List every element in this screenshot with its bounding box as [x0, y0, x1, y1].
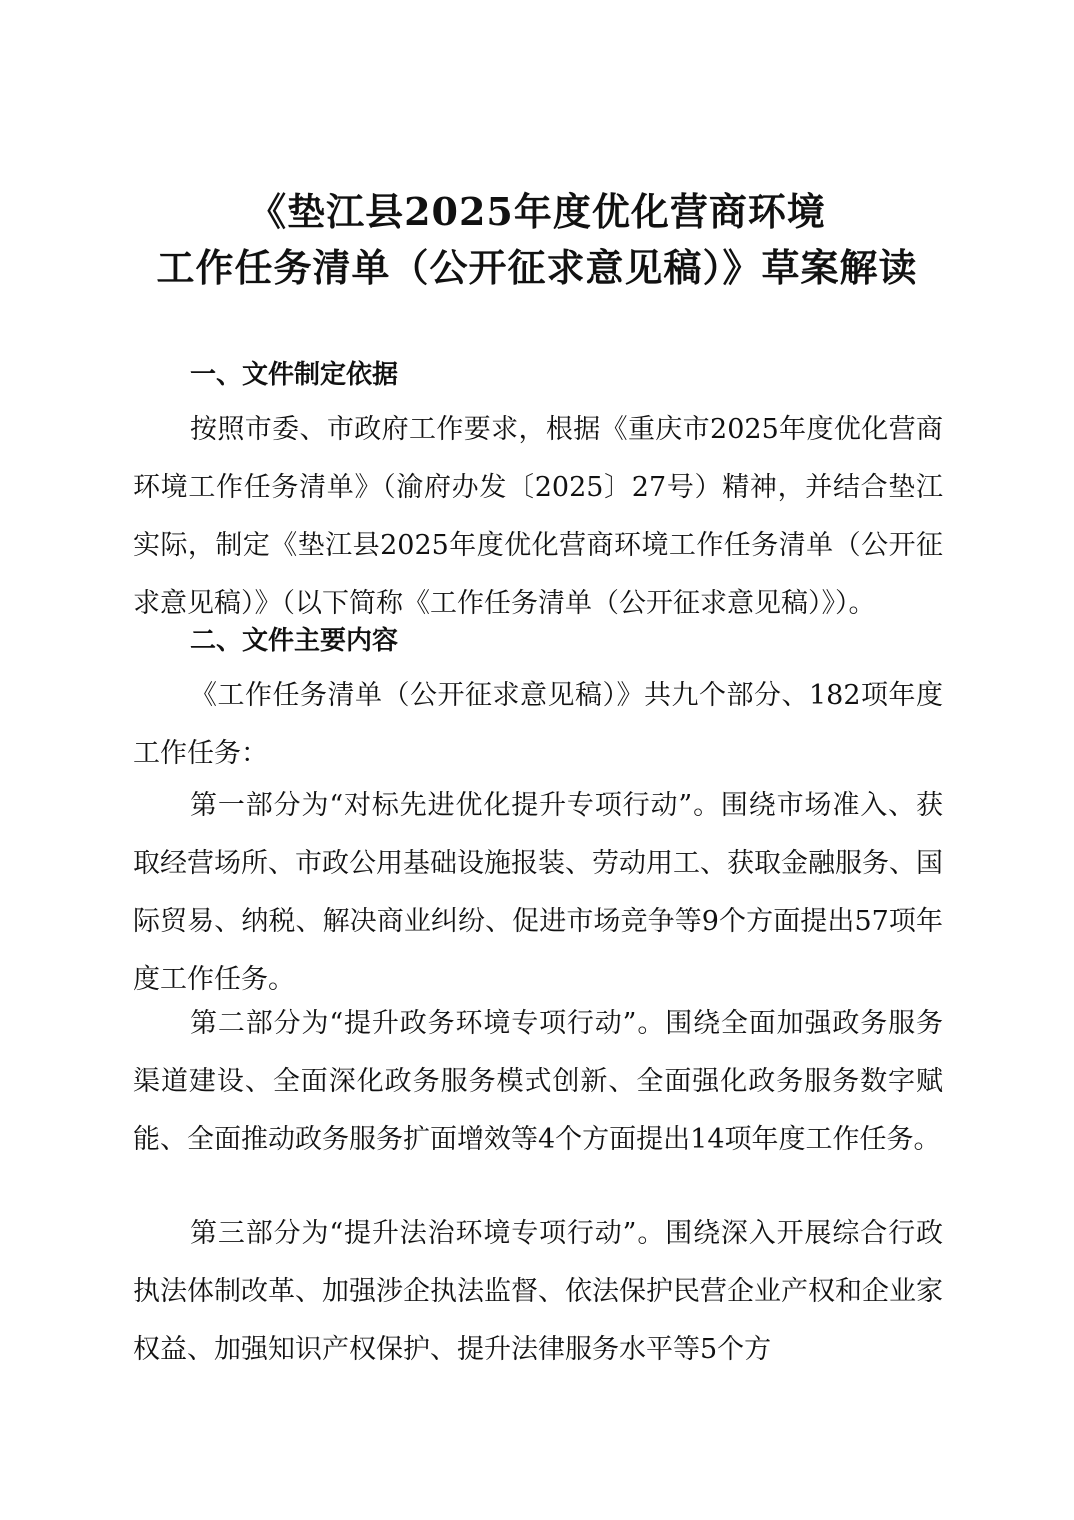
section-heading-basis: 一、文件制定依据: [190, 360, 399, 390]
paragraph-part-one: 第一部分为“对标先进优化提升专项行动”。围绕市场准入、获取经营场所、市政公用基础设施报装、劳动用工、获取金融服务、国际贸易、纳税、解决商业纠纷、促进市场竞争等9个方面提出57项年度工作任务。: [133, 790, 943, 995]
section-heading-content: 二、文件主要内容: [190, 626, 399, 656]
paragraph-part-three: 第三部分为“提升法治环境专项行动”。围绕深入开展综合行政执法体制改革、加强涉企执法监督、依法保护民营企业产权和企业家权益、加强知识产权保护、提升法律服务水平等5个方: [133, 1218, 943, 1365]
document-title-line-2: 工作任务清单（公开征求意见稿）》草案解读: [156, 245, 918, 290]
paragraph-basis: 按照市委、市政府工作要求，根据《重庆市2025年度优化营商环境工作任务清单》（渝府办发〔2025〕27号）精神，并结合垫江实际，制定《垫江县2025年度优化营商环境工作任务清单（公开征求意见稿）》（以下简称《工作任务清单（公开征求意见稿）》）。: [133, 414, 943, 619]
paragraph-part-two: 第二部分为“提升政务环境专项行动”。围绕全面加强政务服务渠道建设、全面深化政务服务模式创新、全面强化政务服务数字赋能、全面推动政务服务扩面增效等4个方面提出14项年度工作任务。: [133, 1008, 943, 1155]
document-title-line-1: 《垫江县2025年度优化营商环境: [248, 189, 826, 234]
paragraph-overview: 《工作任务清单（公开征求意见稿）》共九个部分、182项年度工作任务：: [133, 680, 943, 769]
